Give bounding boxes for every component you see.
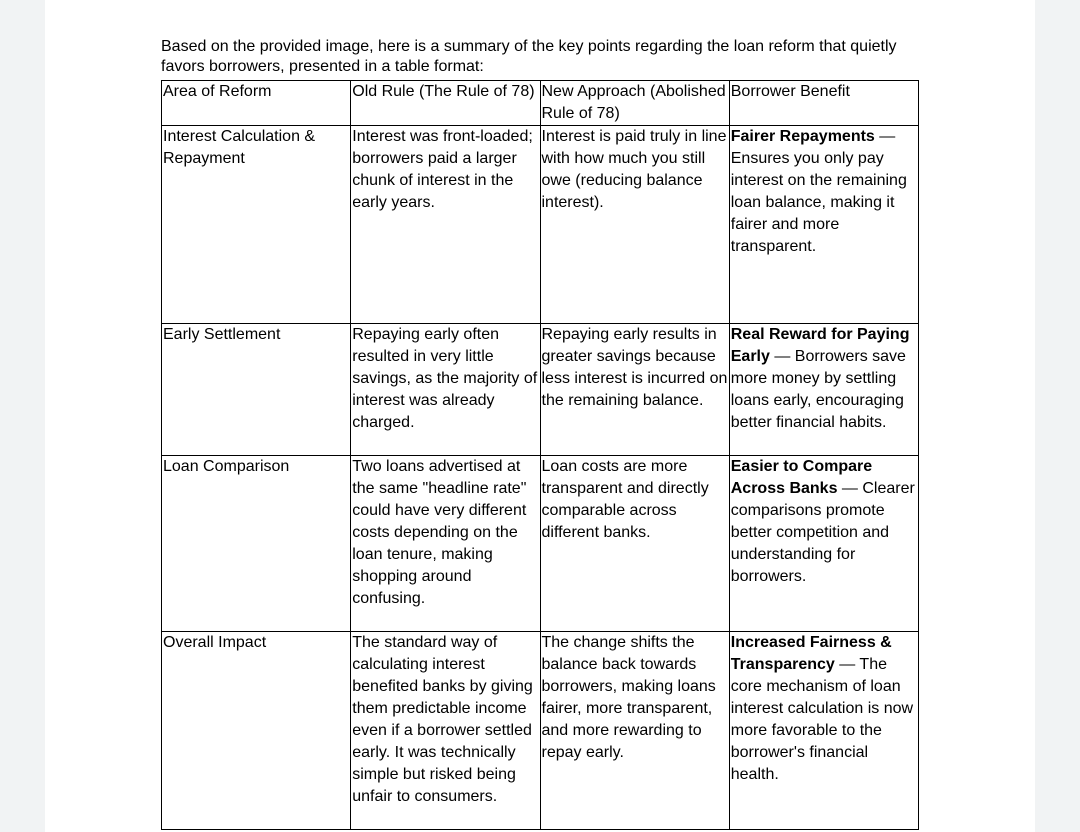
benefit-title: Easier to Compare Across Banks	[730, 458, 873, 497]
table-row	[162, 126, 919, 324]
benefit-text: — Borrowers save more money by settling loans early, encouraging better financial habits.	[730, 348, 906, 431]
table-header-row	[162, 81, 919, 126]
area-cell: Loan Comparison	[162, 456, 351, 632]
old-rule-cell: The standard way of calculating interest benefited banks by giving them predictable income even if a borrower settled early. It was technically simple but risked being unfair to consumers.	[351, 632, 540, 830]
old-rule-cell: Two loans advertised at the same "headline rate" could have very different costs depending on the loan tenure, making shopping around confusing.	[351, 456, 540, 632]
new-approach-cell: The change shifts the balance back towards borrowers, making loans fairer, more transparent, and more rewarding to repay early.	[540, 632, 729, 830]
intro-paragraph: Based on the provided image, here is a summary of the key points regarding the loan reform that quietly favors borrowers, presented in a table format:	[161, 38, 897, 75]
benefit-cell	[729, 324, 918, 456]
document-page	[45, 0, 1035, 832]
benefit-title: Real Reward for Paying Early	[730, 326, 910, 365]
header-old-rule: Old Rule (The Rule of 78)	[351, 81, 540, 126]
new-approach-cell: Interest is paid truly in line with how much you still owe (reducing balance interest).	[540, 126, 729, 324]
old-rule-cell: Repaying early often resulted in very little savings, as the majority of interest was already charged.	[351, 324, 540, 456]
benefit-text: — The core mechanism of loan interest calculation is now more favorable to the borrower's financial health.	[730, 656, 914, 783]
loan-reform-table	[161, 80, 919, 830]
benefit-text: — Clearer comparisons promote better competition and understanding for borrowers.	[730, 480, 915, 585]
area-cell: Overall Impact	[162, 632, 351, 830]
table-row	[162, 632, 919, 830]
header-area: Area of Reform	[162, 81, 351, 126]
header-new-approach: New Approach (Abolished Rule of 78)	[540, 81, 729, 126]
benefit-cell	[729, 126, 918, 324]
area-cell: Interest Calculation & Repayment	[162, 126, 351, 324]
benefit-cell	[729, 632, 918, 830]
table-row	[162, 324, 919, 456]
benefit-cell	[729, 456, 918, 632]
benefit-title: Increased Fairness & Transparency	[730, 634, 892, 673]
table-row	[162, 456, 919, 632]
benefit-title: Fairer Repayments	[730, 128, 875, 145]
benefit-text: — Ensures you only pay interest on the remaining loan balance, making it fairer and more transparent.	[730, 128, 907, 255]
new-approach-cell: Loan costs are more transparent and directly comparable across different banks.	[540, 456, 729, 632]
old-rule-cell: Interest was front-loaded; borrowers paid a larger chunk of interest in the early years.	[351, 126, 540, 324]
new-approach-cell: Repaying early results in greater savings because less interest is incurred on the remaining balance.	[540, 324, 729, 456]
area-cell: Early Settlement	[162, 324, 351, 456]
header-borrower-benefit: Borrower Benefit	[729, 81, 918, 126]
